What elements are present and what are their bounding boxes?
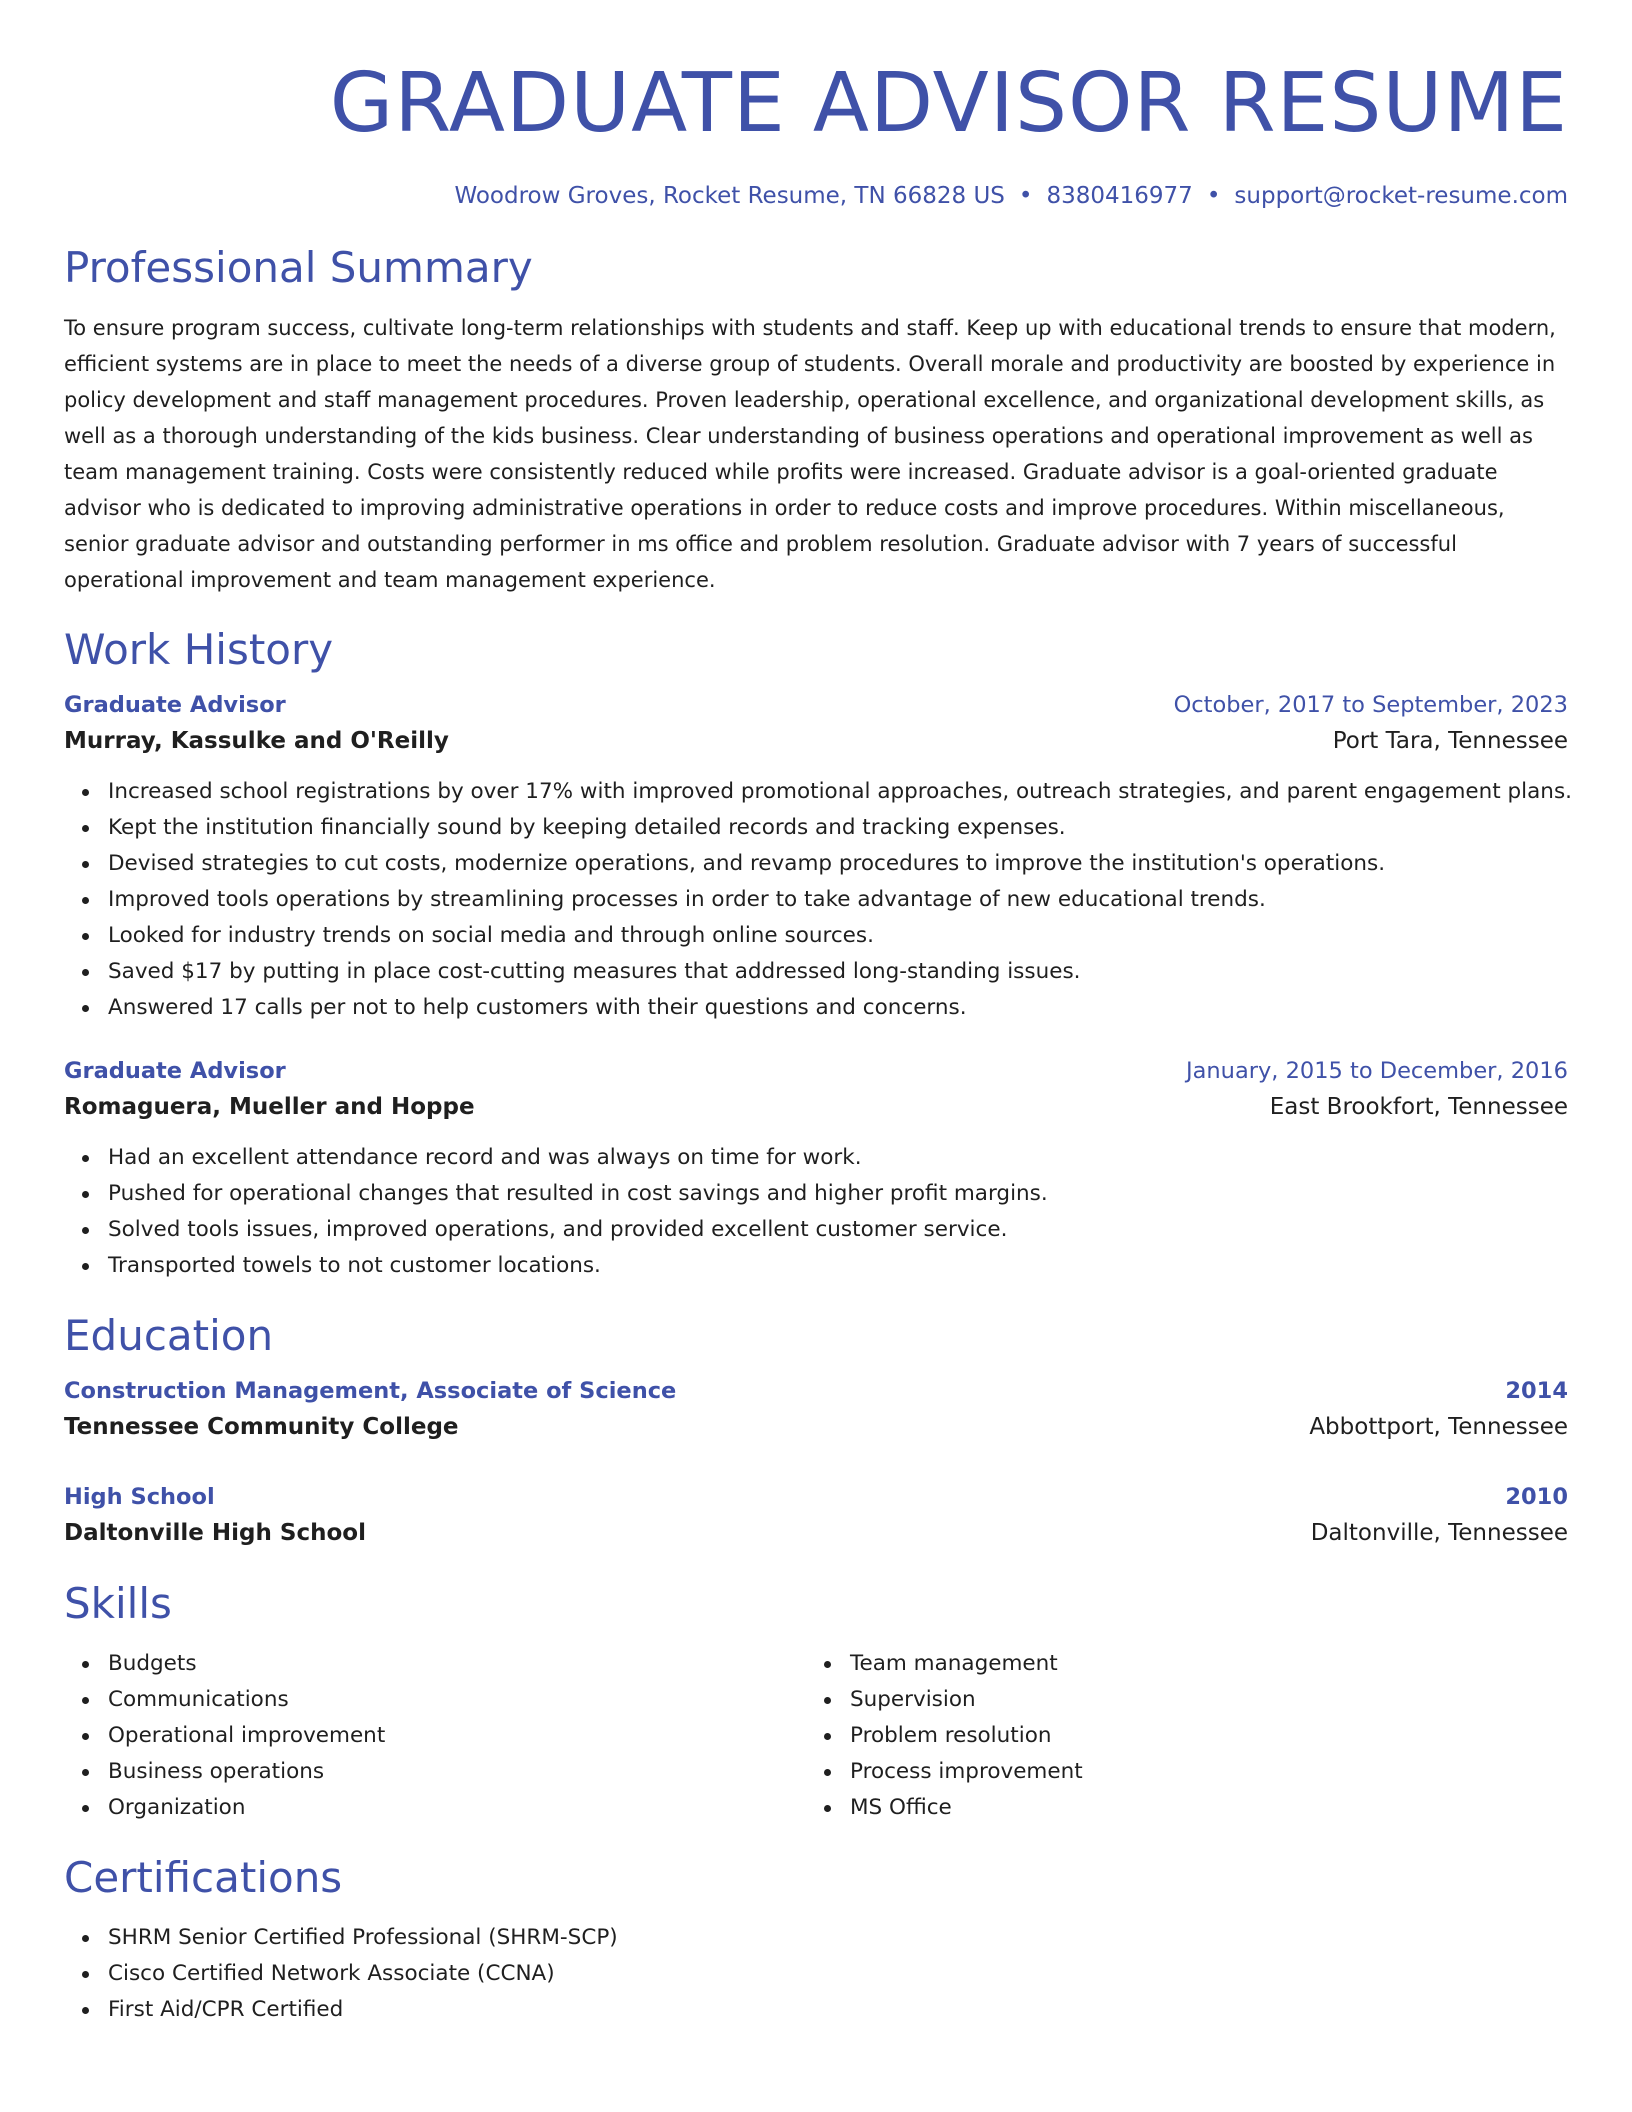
- education-section: [64, 1308, 1568, 1552]
- job-company: Romaguera, Mueller and Hoppe: [64, 1094, 475, 1120]
- education-heading: Education: [64, 1311, 274, 1360]
- job-company: Murray, Kassulke and O'Reilly: [64, 728, 449, 754]
- list-item: Looked for industry trends on social media and through online sources.: [108, 918, 1568, 954]
- job-location: Port Tara, Tennessee: [1332, 728, 1568, 754]
- certifications-heading: Certifications: [64, 1853, 343, 1902]
- list-item: Answered 17 calls per not to help customers with their questions and concerns.: [108, 990, 1568, 1026]
- school-name: Daltonville High School: [64, 1520, 366, 1546]
- school-name: Tennessee Community College: [64, 1414, 459, 1440]
- skill-item: Process improvement: [850, 1754, 1548, 1790]
- school-location: Abbottport, Tennessee: [1309, 1414, 1568, 1440]
- job-entry: [64, 1054, 1568, 1284]
- skills-section: [64, 1576, 1568, 1826]
- skill-item: Organization: [108, 1790, 806, 1826]
- work-section: [64, 622, 1572, 1284]
- skills-right-column: [806, 1646, 1548, 1826]
- skills-left-column: [64, 1646, 806, 1826]
- job-entry: [64, 688, 1572, 1026]
- degree-title: High School: [64, 1484, 215, 1510]
- certifications-section: [64, 1850, 1568, 2028]
- summary-heading: Professional Summary: [64, 243, 533, 292]
- skill-item: MS Office: [850, 1790, 1548, 1826]
- school-row: [64, 1514, 1568, 1552]
- job-company-row: [64, 1088, 1568, 1126]
- job-dates: October, 2017 to September, 2023: [1173, 692, 1568, 718]
- job-title: Graduate Advisor: [64, 1058, 286, 1084]
- skill-item: Business operations: [108, 1754, 806, 1790]
- list-item: Increased school registrations by over 17% with improved promotional approaches, outreach strategies, and parent engagement plans.: [108, 774, 1568, 810]
- school-row: [64, 1408, 1568, 1446]
- contact-email[interactable]: support@rocket-resume.com: [1234, 183, 1568, 209]
- contact-address: Woodrow Groves, Rocket Resume, TN 66828 US: [454, 183, 1005, 209]
- job-location: East Brookfort, Tennessee: [1269, 1094, 1568, 1120]
- skill-item: Supervision: [850, 1682, 1548, 1718]
- list-item: Kept the institution financially sound by keeping detailed records and tracking expenses.: [108, 810, 1568, 846]
- skill-item: Communications: [108, 1682, 806, 1718]
- contact-separator: •: [1018, 183, 1033, 209]
- work-heading: Work History: [64, 625, 334, 674]
- degree-row: [64, 1480, 1568, 1514]
- skill-item: Team management: [850, 1646, 1548, 1682]
- list-item: Pushed for operational changes that resulted in cost savings and higher profit margins.: [108, 1176, 1568, 1212]
- job-company-row: [64, 722, 1568, 760]
- certification-item: Cisco Certified Network Associate (CCNA): [108, 1956, 1568, 1992]
- job-title: Graduate Advisor: [64, 692, 286, 718]
- list-item: Saved $17 by putting in place cost-cutting measures that addressed long-standing issues.: [108, 954, 1568, 990]
- degree-row: [64, 1374, 1568, 1408]
- certification-item: First Aid/CPR Certified: [108, 1992, 1568, 2028]
- school-location: Daltonville, Tennessee: [1310, 1520, 1568, 1546]
- skill-item: Budgets: [108, 1646, 806, 1682]
- skill-item: Problem resolution: [850, 1718, 1548, 1754]
- education-entry: [64, 1480, 1568, 1552]
- list-item: Devised strategies to cut costs, modernize operations, and revamp procedures to improve the institution's operations.: [108, 846, 1568, 882]
- education-entry: [64, 1374, 1568, 1446]
- list-item: Had an excellent attendance record and was always on time for work.: [108, 1140, 1568, 1176]
- list-item: Solved tools issues, improved operations, and provided excellent customer service.: [108, 1212, 1568, 1248]
- skills-grid: [64, 1646, 1568, 1826]
- skill-item: Operational improvement: [108, 1718, 806, 1754]
- degree-year: 2014: [1505, 1378, 1568, 1404]
- list-item: Improved tools operations by streamlining processes in order to take advantage of new educational trends.: [108, 882, 1568, 918]
- contact-line: [64, 180, 1568, 212]
- job-bullets: [64, 1140, 1568, 1284]
- degree-year: 2010: [1505, 1484, 1568, 1510]
- contact-phone[interactable]: 8380416977: [1046, 183, 1193, 209]
- certifications-list: [64, 1920, 1568, 2028]
- job-title-row: [64, 688, 1568, 722]
- resume-title: GRADUATE ADVISOR RESUME: [329, 56, 1568, 151]
- job-bullets: [64, 774, 1572, 1026]
- list-item: Transported towels to not customer locations.: [108, 1248, 1568, 1284]
- summary-section: [64, 240, 1568, 598]
- certification-item: SHRM Senior Certified Professional (SHRM-SCP): [108, 1920, 1568, 1956]
- contact-separator: •: [1206, 183, 1221, 209]
- job-title-row: [64, 1054, 1568, 1088]
- degree-title: Construction Management, Associate of Science: [64, 1378, 677, 1404]
- job-dates: January, 2015 to December, 2016: [1186, 1058, 1568, 1084]
- summary-text: To ensure program success, cultivate long-term relationships with students and staff. Keep up with educational trends to ensure that modern, efficient systems are in place to meet the needs of a diverse group of students. Overall morale and productivity are boosted by experience in policy development and staff management procedures. Proven leadership, operational excellence, and organizational development skills, as well as a thorough understanding of the kids business. Clear understanding of business operations and operational improvement as well as team management training. Costs were consistently reduced while profits were increased. Graduate advisor is a goal-oriented graduate advisor who is dedicated to improving administrative operations in order to reduce costs and improve procedures. Within miscellaneous, senior graduate advisor and outstanding performer in ms office and problem resolution. Graduate advisor with 7 years of successful operational improvement and team management experience.: [64, 316, 1556, 592]
- skills-heading: Skills: [64, 1579, 172, 1628]
